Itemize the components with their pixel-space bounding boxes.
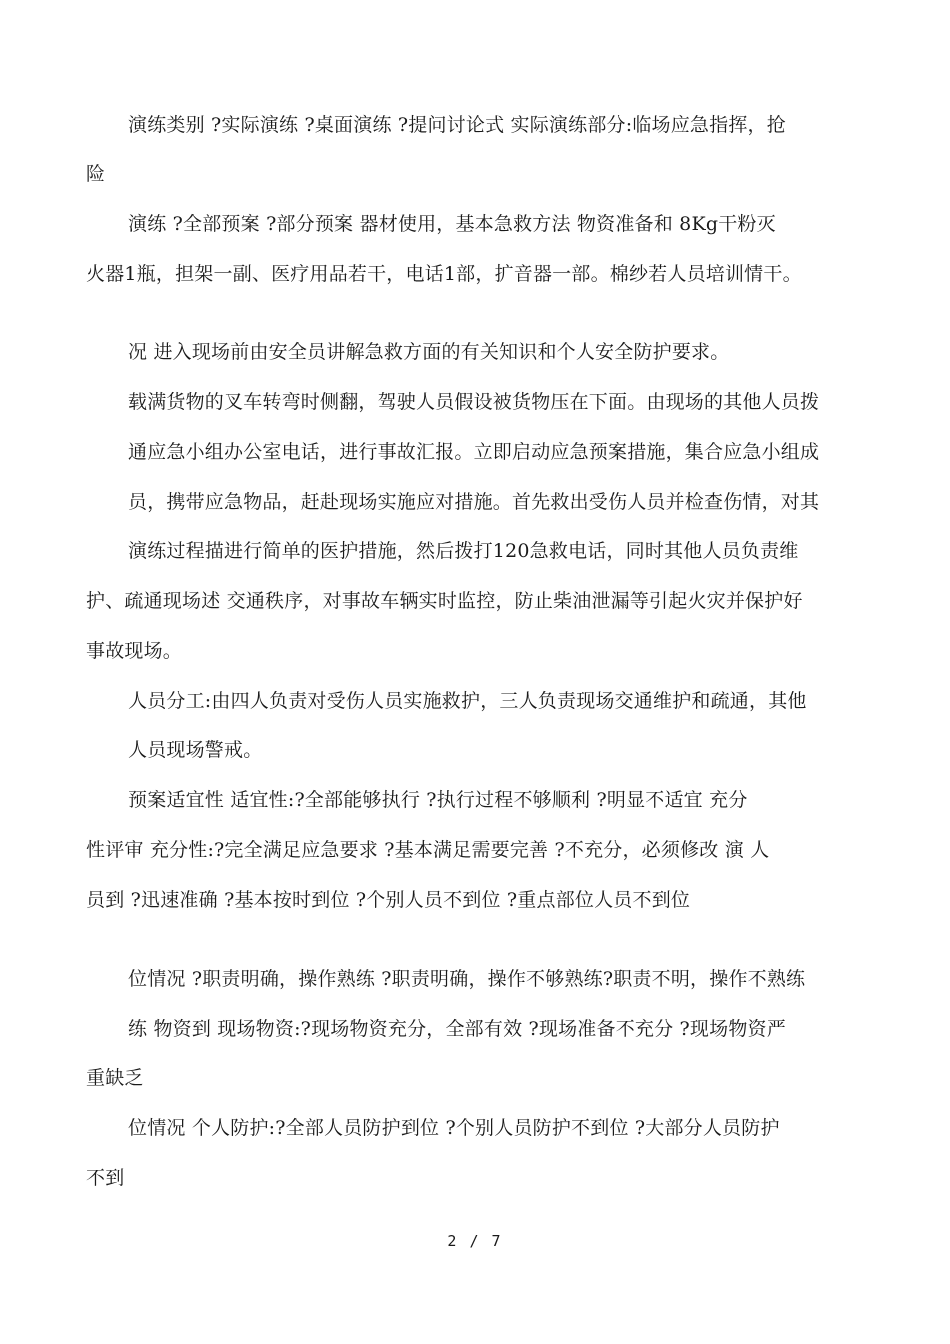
text-line: 位情况 ?职责明确，操作熟练 ?职责明确，操作不够熟练?职责不明，操作不熟练 xyxy=(128,968,806,990)
text-line: 人员现场警戒。 xyxy=(128,739,263,761)
text-line: 员到 ?迅速准确 ?基本按时到位 ?个别人员不到位 ?重点部位人员不到位 xyxy=(86,889,691,911)
text-line: 事故现场。 xyxy=(86,640,183,662)
text-line: 人员分工:由四人负责对受伤人员实施救护，三人负责现场交通维护和疏通，其他 xyxy=(128,690,807,712)
text-line: 通应急小组办公室电话，进行事故汇报。立即启动应急预案措施，集合应急小组成 xyxy=(128,441,820,463)
text-line: 重缺乏 xyxy=(86,1067,144,1089)
text-line: 演练 ?全部预案 ?部分预案 器材使用，基本急救方法 物资准备和 8Kg干粉灭 xyxy=(128,213,776,235)
text-line: 员，携带应急物品，赶赴现场实施应对措施。首先救出受伤人员并检查伤情，对其 xyxy=(128,491,820,513)
text-line: 况 进入现场前由安全员讲解急救方面的有关知识和个人安全防护要求。 xyxy=(128,341,730,363)
text-line: 位情况 个人防护:?全部人员防护到位 ?个别人员防护不到位 ?大部分人员防护 xyxy=(128,1117,780,1139)
text-line: 载满货物的叉车转弯时侧翻，驾驶人员假设被货物压在下面。由现场的其他人员拨 xyxy=(128,391,820,413)
text-line: 护、疏通现场述 交通秩序，对事故车辆实时监控，防止柴油泄漏等引起火灾并保护好 xyxy=(86,590,803,612)
page-number: 2 / 7 xyxy=(447,1232,503,1250)
text-line: 不到 xyxy=(86,1167,125,1189)
text-line: 演练类别 ?实际演练 ?桌面演练 ?提问讨论式 实际演练部分:临场应急指挥，抢 xyxy=(128,114,786,136)
text-line: 险 xyxy=(86,163,106,185)
text-line: 火器1瓶，担架一副、医疗用品若干，电话1部，扩音器一部。棉纱若人员培训情干。 xyxy=(86,263,802,285)
text-line: 演练过程描进行简单的医护措施，然后拨打120急救电话，同时其他人员负责维 xyxy=(128,540,799,562)
text-line: 预案适宜性 适宜性:?全部能够执行 ?执行过程不够顺利 ?明显不适宜 充分 xyxy=(128,789,748,811)
text-line: 练 物资到 现场物资:?现场物资充分，全部有效 ?现场准备不充分 ?现场物资严 xyxy=(128,1018,786,1040)
text-line: 性评审 充分性:?完全满足应急要求 ?基本满足需要完善 ?不充分，必须修改 演 人 xyxy=(86,839,770,861)
